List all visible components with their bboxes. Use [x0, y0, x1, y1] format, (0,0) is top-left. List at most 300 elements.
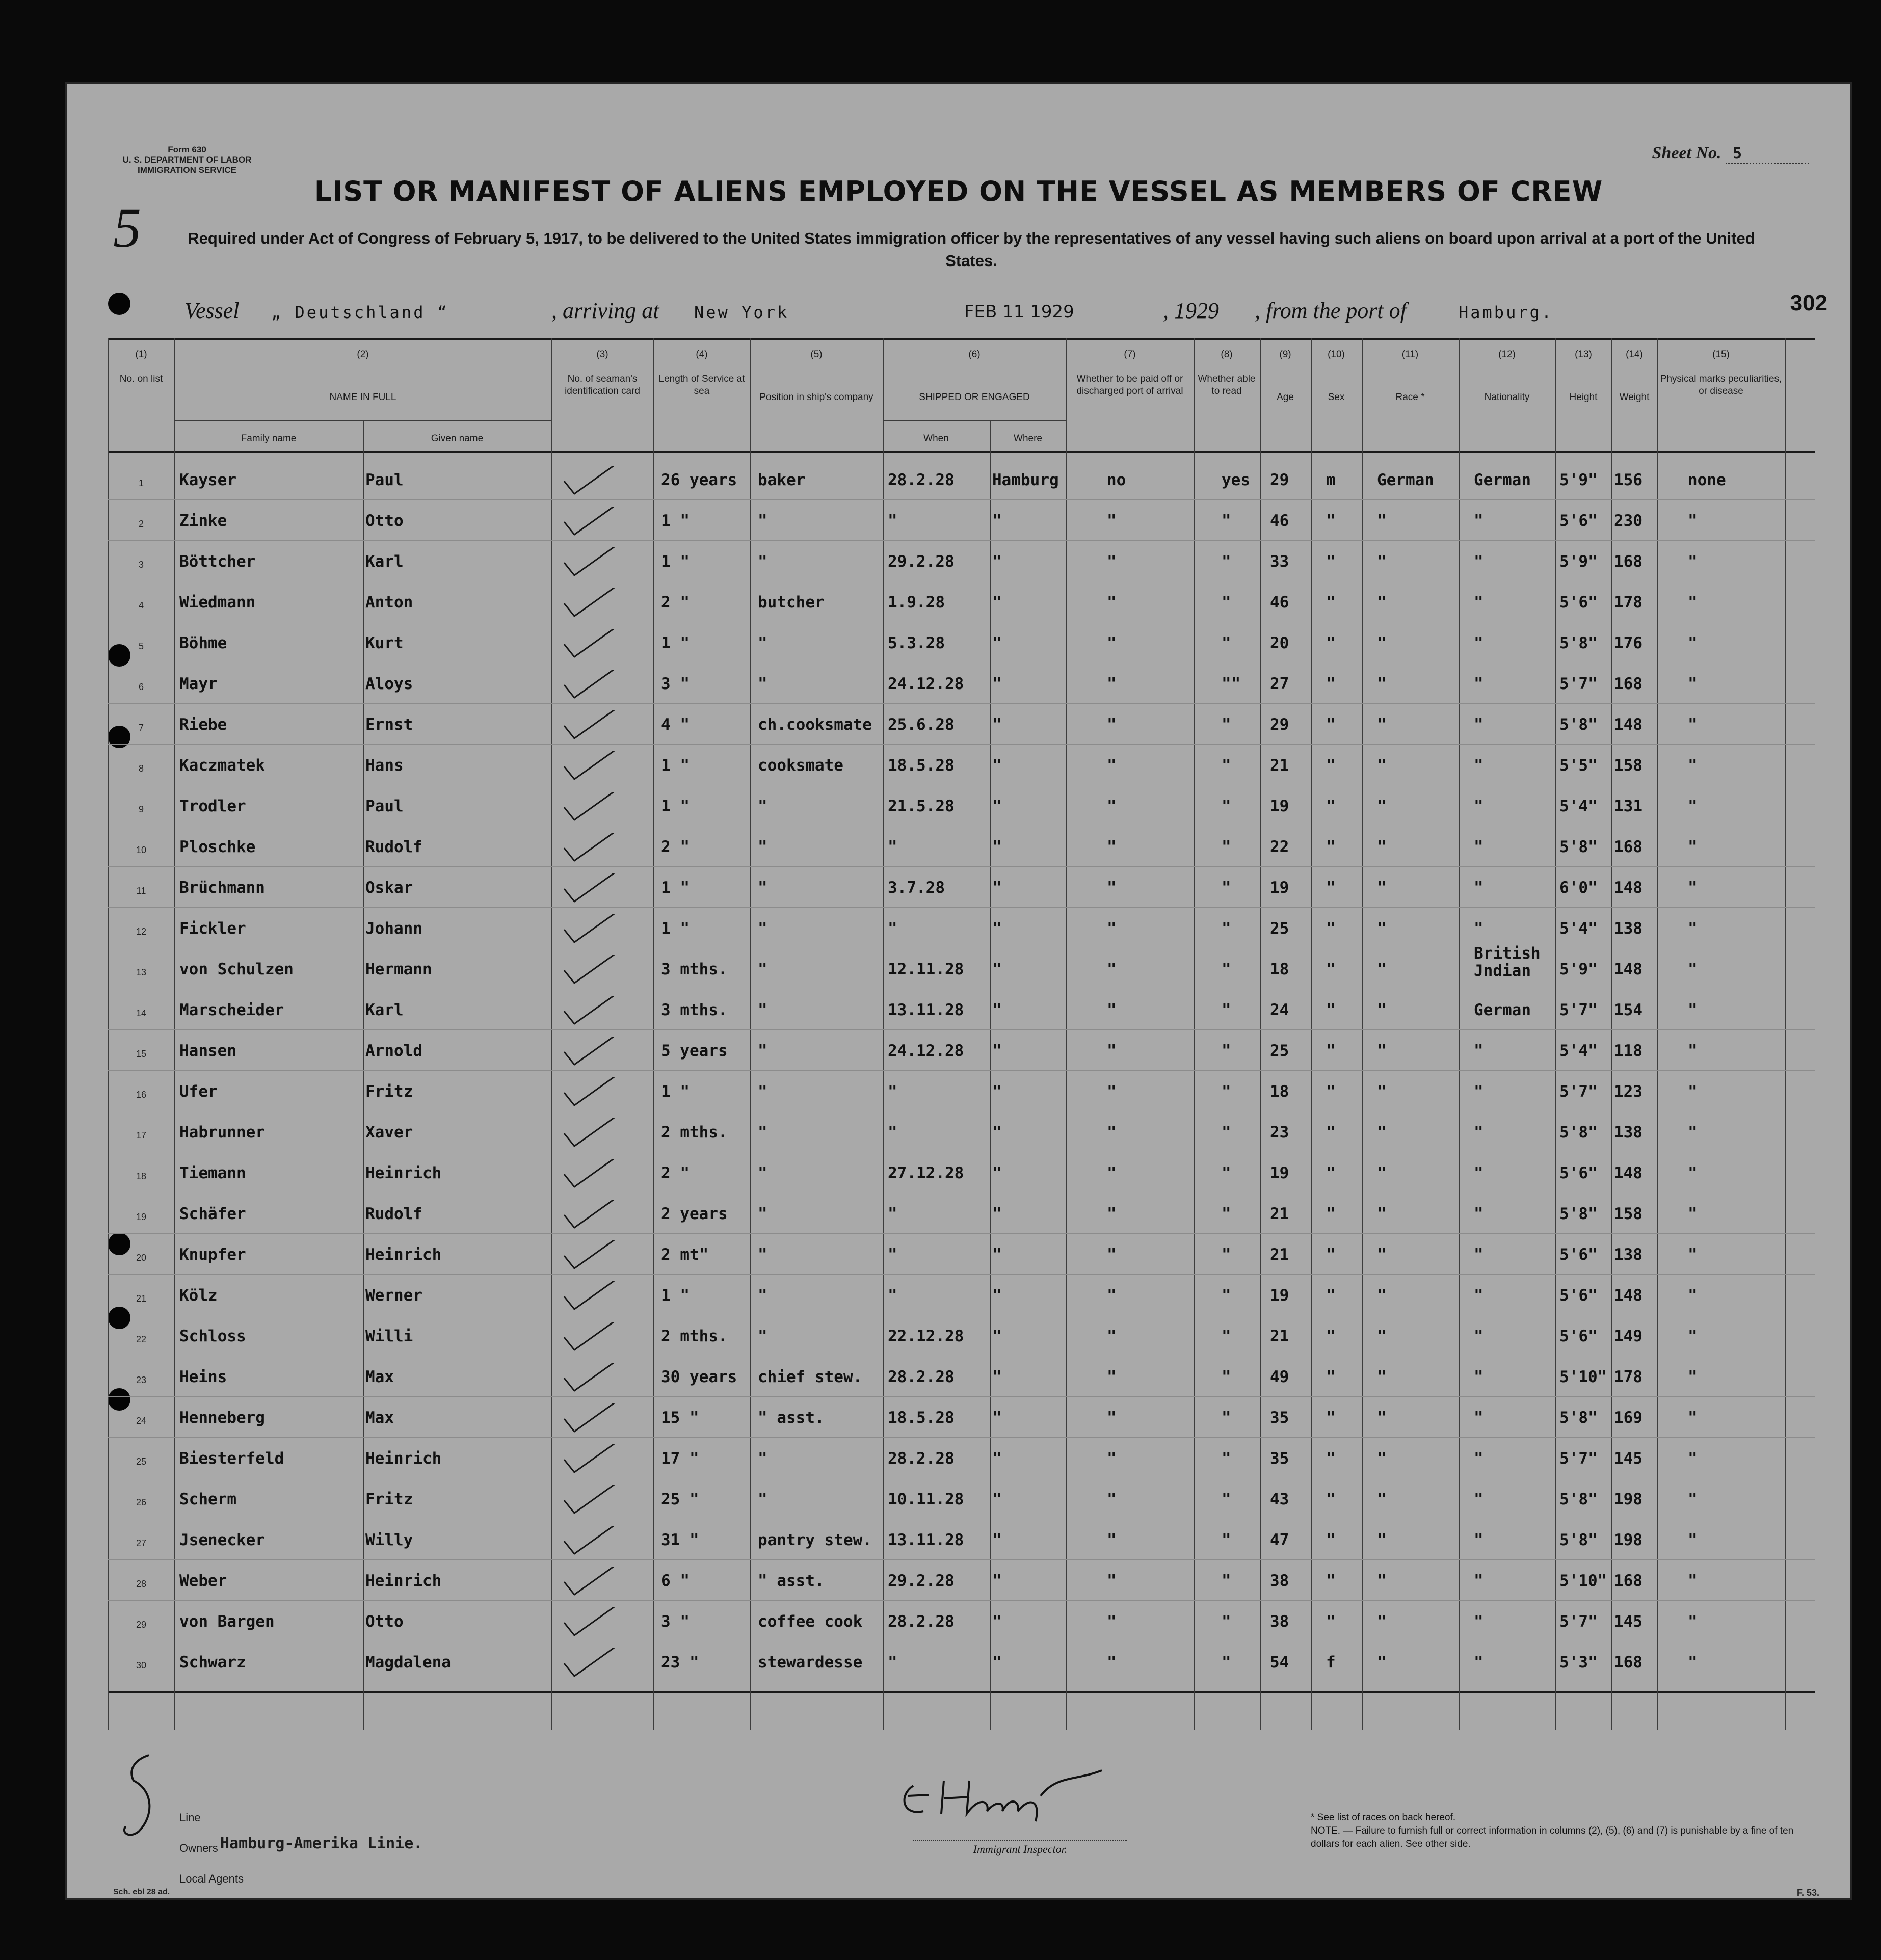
cell-height: 5'6"	[1559, 1327, 1598, 1345]
cell-marks: "	[1688, 512, 1698, 530]
cell-service: 31 "	[661, 1531, 699, 1549]
cell-when: 29.2.28	[888, 1572, 955, 1590]
cell-sex: "	[1326, 1572, 1336, 1590]
cell-sex: "	[1326, 1531, 1336, 1549]
cell-given: Heinrich	[365, 1164, 442, 1182]
cell-when: "	[888, 1205, 897, 1223]
cell-marks: "	[1688, 838, 1698, 856]
cell-height: 5'6"	[1559, 512, 1598, 530]
cell-sex: "	[1326, 1327, 1336, 1345]
cell-marks: "	[1688, 1368, 1698, 1386]
row-number: 7	[138, 723, 144, 733]
cell-service: 2 years	[661, 1205, 728, 1223]
cell-age: 21	[1270, 756, 1289, 775]
cell-where: "	[992, 716, 1002, 734]
cell-weight: 123	[1614, 1082, 1642, 1101]
cell-read: "	[1222, 1327, 1231, 1345]
cell-age: 24	[1270, 1001, 1289, 1019]
checkmark-icon	[562, 466, 633, 496]
cell-weight: 178	[1614, 593, 1642, 612]
sheet-label: Sheet No.	[1652, 144, 1721, 163]
cell-race: "	[1377, 960, 1387, 978]
cell-where: "	[992, 1205, 1002, 1223]
cell-age: 21	[1270, 1246, 1289, 1264]
cell-height: 5'8"	[1559, 1531, 1598, 1549]
row-rule	[108, 866, 1815, 867]
cell-marks: "	[1688, 593, 1698, 612]
cell-where: "	[992, 593, 1002, 612]
cell-position: " asst.	[758, 1409, 825, 1427]
sheet-value: 5	[1726, 145, 1809, 164]
column-rule	[1066, 338, 1067, 1730]
cell-given: Anton	[365, 593, 413, 612]
cell-read: "	[1222, 1246, 1231, 1264]
cell-sex: "	[1326, 797, 1336, 815]
cell-race: "	[1377, 756, 1387, 775]
cell-marks: none	[1688, 471, 1726, 489]
cell-service: 2 mths.	[661, 1327, 728, 1345]
column-rule	[363, 420, 364, 1730]
cell-where: "	[992, 1653, 1002, 1672]
cell-height: 5'8"	[1559, 1205, 1598, 1223]
cell-nationality: "	[1474, 756, 1483, 775]
cell-given: Paul	[365, 471, 404, 489]
row-number: 26	[136, 1497, 147, 1507]
cell-family: Knupfer	[179, 1246, 246, 1264]
row-number: 10	[136, 845, 147, 855]
cell-read: "	[1222, 1082, 1231, 1101]
form-code: F. 53.	[1796, 1888, 1819, 1898]
cell-read: "	[1222, 1449, 1231, 1468]
cell-marks: "	[1688, 1449, 1698, 1468]
cell-sex: "	[1326, 512, 1336, 530]
cell-when: 29.2.28	[888, 552, 955, 571]
cell-paid: "	[1107, 1164, 1117, 1182]
cell-race: "	[1377, 1246, 1387, 1264]
form-meta	[103, 145, 271, 175]
cell-read: "	[1222, 512, 1231, 530]
cell-age: 25	[1270, 1042, 1289, 1060]
cell-nationality: British Jndian	[1474, 944, 1541, 980]
cell-paid: "	[1107, 1653, 1117, 1672]
handwritten-five: 5	[113, 197, 141, 259]
row-number: 1	[138, 478, 144, 488]
page-title: LIST OR MANIFEST OF ALIENS EMPLOYED ON THE VESSEL AS MEMBERS OF CREW	[314, 175, 1603, 207]
row-rule	[108, 907, 1815, 908]
cell-when: 18.5.28	[888, 1409, 955, 1427]
cell-age: 38	[1270, 1612, 1289, 1631]
cell-family: Ploschke	[179, 838, 256, 856]
cell-paid: "	[1107, 1572, 1117, 1590]
cell-position: "	[758, 1164, 767, 1182]
cell-family: von Schulzen	[179, 960, 294, 978]
vessel-label: Vessel	[184, 298, 240, 323]
cell-height: 5'6"	[1559, 1286, 1598, 1305]
cell-sex: "	[1326, 1409, 1336, 1427]
column-rule	[1611, 338, 1612, 1730]
row-number: 29	[136, 1620, 147, 1630]
cell-paid: "	[1107, 512, 1117, 530]
cell-weight: 148	[1614, 1164, 1642, 1182]
column-rule	[108, 338, 109, 1730]
cell-marks: "	[1688, 1612, 1698, 1631]
cell-nationality: "	[1474, 1042, 1483, 1060]
cell-family: Ufer	[179, 1082, 218, 1101]
date-stamp: FEB 11 1929	[964, 302, 1074, 322]
row-rule	[108, 1070, 1815, 1071]
cell-when: "	[888, 1653, 897, 1672]
cell-when: 12.11.28	[888, 960, 964, 978]
cell-position: "	[758, 797, 767, 815]
table-top-rule	[108, 338, 1815, 340]
cell-nationality: "	[1474, 1164, 1483, 1182]
cell-position: "	[758, 838, 767, 856]
cell-sex: "	[1326, 1123, 1336, 1142]
row-rule	[108, 1559, 1815, 1560]
cell-paid: "	[1107, 1612, 1117, 1631]
cell-family: Kölz	[179, 1286, 218, 1305]
cell-read: "	[1222, 879, 1231, 897]
cell-given: Heinrich	[365, 1572, 442, 1590]
cell-paid: "	[1107, 1205, 1117, 1223]
cell-sex: "	[1326, 1449, 1336, 1468]
cell-when: 21.5.28	[888, 797, 955, 815]
checkmark-icon	[562, 507, 633, 537]
cell-weight: 168	[1614, 675, 1642, 693]
sheet-number	[1652, 144, 1810, 164]
cell-family: von Bargen	[179, 1612, 275, 1631]
cell-nationality: German	[1474, 471, 1531, 489]
cell-read: "	[1222, 1368, 1231, 1386]
cell-race: "	[1377, 512, 1387, 530]
cell-read: "	[1222, 716, 1231, 734]
cell-nationality: "	[1474, 675, 1483, 693]
row-number: 12	[136, 926, 147, 937]
cell-family: Henneberg	[179, 1409, 265, 1427]
cell-weight: 138	[1614, 1123, 1642, 1142]
cell-height: 5'6"	[1559, 1164, 1598, 1182]
checkmark-icon	[562, 1118, 633, 1149]
cell-family: Heins	[179, 1368, 227, 1386]
cell-paid: "	[1107, 1409, 1117, 1427]
column-rule	[1657, 338, 1658, 1730]
cell-age: 19	[1270, 1164, 1289, 1182]
cell-when: "	[888, 838, 897, 856]
cell-position: butcher	[758, 593, 825, 612]
footnote: * See list of races on back hereof.	[1311, 1812, 1456, 1823]
cell-given: Ernst	[365, 716, 413, 734]
cell-where: "	[992, 1042, 1002, 1060]
cell-age: 18	[1270, 960, 1289, 978]
inspector-signature	[893, 1765, 1107, 1826]
cell-age: 19	[1270, 1286, 1289, 1305]
cell-given: Willi	[365, 1327, 413, 1345]
cell-height: 5'7"	[1559, 675, 1598, 693]
cell-height: 5'4"	[1559, 1042, 1598, 1060]
cell-when: 28.2.28	[888, 1612, 955, 1631]
cell-position: "	[758, 1449, 767, 1468]
col-given-header: Given name	[431, 433, 484, 444]
cell-age: 23	[1270, 1123, 1289, 1142]
cell-given: Fritz	[365, 1490, 413, 1508]
checkmark-icon	[562, 1322, 633, 1353]
cell-position: pantry stew.	[758, 1531, 872, 1549]
cell-age: 46	[1270, 593, 1289, 612]
cell-weight: 149	[1614, 1327, 1642, 1345]
cell-weight: 148	[1614, 879, 1642, 897]
cell-where: "	[992, 1286, 1002, 1305]
cell-race: "	[1377, 1612, 1387, 1631]
cell-sex: "	[1326, 1246, 1336, 1264]
cell-sex: "	[1326, 593, 1336, 612]
cell-read: "	[1222, 634, 1231, 652]
cell-age: 21	[1270, 1327, 1289, 1345]
cell-age: 29	[1270, 471, 1289, 489]
cell-weight: 198	[1614, 1531, 1642, 1549]
row-number: 5	[138, 641, 144, 651]
cell-race: German	[1377, 471, 1434, 489]
cell-given: Hans	[365, 756, 404, 775]
col-shipped-header: (6) SHIPPED OR ENGAGED	[919, 349, 1030, 403]
cell-nationality: "	[1474, 838, 1483, 856]
cell-read: "	[1222, 1123, 1231, 1142]
cell-marks: "	[1688, 552, 1698, 571]
cell-when: "	[888, 512, 897, 530]
cell-service: 1 "	[661, 552, 690, 571]
cell-given: Aloys	[365, 675, 413, 693]
cell-given: Otto	[365, 1612, 404, 1631]
cell-service: 3 "	[661, 675, 690, 693]
cell-service: 1 "	[661, 919, 690, 938]
cell-service: 1 "	[661, 512, 690, 530]
cell-race: "	[1377, 1490, 1387, 1508]
cell-age: 46	[1270, 512, 1289, 530]
cell-marks: "	[1688, 1572, 1698, 1590]
cell-age: 27	[1270, 675, 1289, 693]
cell-given: Karl	[365, 552, 404, 571]
cell-where: "	[992, 1327, 1002, 1345]
arrival-port: New York	[694, 303, 789, 322]
cell-where: "	[992, 1490, 1002, 1508]
checkmark-icon	[562, 547, 633, 578]
cell-when: 24.12.28	[888, 1042, 964, 1060]
cell-sex: "	[1326, 1082, 1336, 1101]
cell-nationality: "	[1474, 919, 1483, 938]
cell-read: "	[1222, 1205, 1231, 1223]
cell-marks: "	[1688, 1490, 1698, 1508]
cell-where: "	[992, 1246, 1002, 1264]
cell-sex: "	[1326, 1490, 1336, 1508]
cell-height: 5'8"	[1559, 838, 1598, 856]
cell-service: 17 "	[661, 1449, 699, 1468]
cell-sex: "	[1326, 552, 1336, 571]
cell-age: 49	[1270, 1368, 1289, 1386]
cell-when: 13.11.28	[888, 1001, 964, 1019]
cell-family: Tiemann	[179, 1164, 246, 1182]
cell-age: 47	[1270, 1531, 1289, 1549]
cell-race: "	[1377, 1042, 1387, 1060]
cell-given: Karl	[365, 1001, 404, 1019]
cell-race: "	[1377, 879, 1387, 897]
cell-paid: "	[1107, 838, 1117, 856]
cell-service: 2 mths.	[661, 1123, 728, 1142]
cell-weight: 145	[1614, 1449, 1642, 1468]
cell-given: Fritz	[365, 1082, 413, 1101]
col-service-header: (4) Length of Service at sea	[658, 349, 745, 396]
cell-weight: 198	[1614, 1490, 1642, 1508]
column-rule	[551, 338, 552, 1730]
cell-marks: "	[1688, 1246, 1698, 1264]
cell-race: "	[1377, 1001, 1387, 1019]
cell-nationality: "	[1474, 797, 1483, 815]
note-block	[1311, 1811, 1820, 1851]
checkmark-icon	[562, 792, 633, 823]
cell-paid: "	[1107, 1082, 1117, 1101]
cell-race: "	[1377, 1205, 1387, 1223]
column-rule	[1311, 338, 1312, 1730]
row-number: 14	[136, 1008, 147, 1018]
cell-sex: "	[1326, 1164, 1336, 1182]
cell-paid: "	[1107, 593, 1117, 612]
handwritten-five-footer	[113, 1750, 159, 1842]
checkmark-icon	[562, 1077, 633, 1108]
cell-race: "	[1377, 1368, 1387, 1386]
cell-race: "	[1377, 838, 1387, 856]
cell-position: "	[758, 960, 767, 978]
cell-where: "	[992, 1082, 1002, 1101]
cell-marks: "	[1688, 919, 1698, 938]
cell-family: Fickler	[179, 919, 246, 938]
cell-read: "	[1222, 1001, 1231, 1019]
cell-given: Johann	[365, 919, 422, 938]
col-when-header: When	[923, 433, 949, 444]
cell-race: "	[1377, 1327, 1387, 1345]
cell-height: 5'8"	[1559, 1409, 1598, 1427]
cell-family: Trodler	[179, 797, 246, 815]
row-rule	[108, 744, 1815, 745]
cell-given: Paul	[365, 797, 404, 815]
cell-age: 18	[1270, 1082, 1289, 1101]
cell-given: Max	[365, 1409, 394, 1427]
cell-given: Rudolf	[365, 1205, 422, 1223]
cell-family: Kaczmatek	[179, 756, 265, 775]
column-rule	[1459, 338, 1460, 1730]
cell-given: Oskar	[365, 879, 413, 897]
row-number: 17	[136, 1130, 147, 1141]
cell-weight: 145	[1614, 1612, 1642, 1631]
cell-height: 5'8"	[1559, 1490, 1598, 1508]
row-number: 8	[138, 763, 144, 774]
cell-marks: "	[1688, 1123, 1698, 1142]
cell-given: Werner	[365, 1286, 422, 1305]
checkmark-icon	[562, 1281, 633, 1312]
cell-family: Schwarz	[179, 1653, 246, 1672]
cell-nationality: German	[1474, 1001, 1531, 1019]
cell-service: 3 mths.	[661, 960, 728, 978]
cell-nationality: "	[1474, 1409, 1483, 1427]
cell-service: 4 "	[661, 716, 690, 734]
cell-height: 5'6"	[1559, 593, 1598, 612]
cell-paid: "	[1107, 960, 1117, 978]
cell-when: 28.2.28	[888, 1449, 955, 1468]
cell-marks: "	[1688, 1653, 1698, 1672]
cell-nationality: "	[1474, 552, 1483, 571]
col-sex-header: (10) Sex	[1328, 349, 1345, 403]
cell-read: "	[1222, 593, 1231, 612]
cell-marks: "	[1688, 756, 1698, 775]
cell-height: 5'6"	[1559, 1246, 1598, 1264]
cell-where: "	[992, 756, 1002, 775]
cell-nationality: "	[1474, 879, 1483, 897]
cell-nationality: "	[1474, 1327, 1483, 1345]
column-rule	[174, 338, 175, 1730]
col-height-header: (13) Height	[1569, 349, 1598, 403]
col-race-header: (11) Race *	[1395, 349, 1425, 403]
cell-nationality: "	[1474, 1612, 1483, 1631]
cell-height: 5'7"	[1559, 1082, 1598, 1101]
cell-where: "	[992, 1123, 1002, 1142]
cell-family: Schloss	[179, 1327, 246, 1345]
checkmark-icon	[562, 833, 633, 863]
cell-height: 5'5"	[1559, 756, 1598, 775]
cell-position: ch.cooksmate	[758, 716, 872, 734]
cell-marks: "	[1688, 960, 1698, 978]
cell-family: Hansen	[179, 1042, 236, 1060]
cell-service: 26 years	[661, 471, 737, 489]
cell-sex: "	[1326, 756, 1336, 775]
cell-race: "	[1377, 1286, 1387, 1305]
cell-sex: m	[1326, 471, 1336, 489]
cell-weight: 176	[1614, 634, 1642, 652]
inspector-label: Immigrant Inspector.	[913, 1840, 1127, 1856]
cell-nationality: "	[1474, 1368, 1483, 1386]
cell-service: 1 "	[661, 879, 690, 897]
cell-weight: 169	[1614, 1409, 1642, 1427]
cell-family: Zinke	[179, 512, 227, 530]
checkmark-icon	[562, 1037, 633, 1067]
cell-nationality: "	[1474, 593, 1483, 612]
checkmark-icon	[562, 670, 633, 700]
cell-race: "	[1377, 1653, 1387, 1672]
column-rule	[1260, 338, 1261, 1730]
cell-race: "	[1377, 1409, 1387, 1427]
row-number: 30	[136, 1660, 147, 1671]
cell-weight: 168	[1614, 838, 1642, 856]
cell-weight: 154	[1614, 1001, 1642, 1019]
cell-age: 21	[1270, 1205, 1289, 1223]
cell-family: Habrunner	[179, 1123, 265, 1142]
cell-where: "	[992, 919, 1002, 938]
row-rule	[108, 1437, 1815, 1438]
cell-position: "	[758, 919, 767, 938]
cell-when: 25.6.28	[888, 716, 955, 734]
cell-paid: "	[1107, 1327, 1117, 1345]
cell-paid: "	[1107, 1001, 1117, 1019]
arriving-label: , arriving at	[551, 298, 659, 323]
cell-read: "	[1222, 960, 1231, 978]
page-subtitle: Required under Act of Congress of February 5, 1917, to be delivered to the United States immigration officer by the representatives of any vessel having such aliens on board upon arrival at a port of the United States.	[188, 229, 1755, 270]
cell-read: "	[1222, 1164, 1231, 1182]
cell-when: 27.12.28	[888, 1164, 964, 1182]
cell-height: 5'4"	[1559, 797, 1598, 815]
year-text: , 1929	[1163, 298, 1219, 323]
cell-read: "	[1222, 1572, 1231, 1590]
row-number: 24	[136, 1416, 147, 1426]
cell-where: "	[992, 1164, 1002, 1182]
cell-nationality: "	[1474, 1246, 1483, 1264]
cell-paid: no	[1107, 471, 1126, 489]
cell-weight: 148	[1614, 960, 1642, 978]
